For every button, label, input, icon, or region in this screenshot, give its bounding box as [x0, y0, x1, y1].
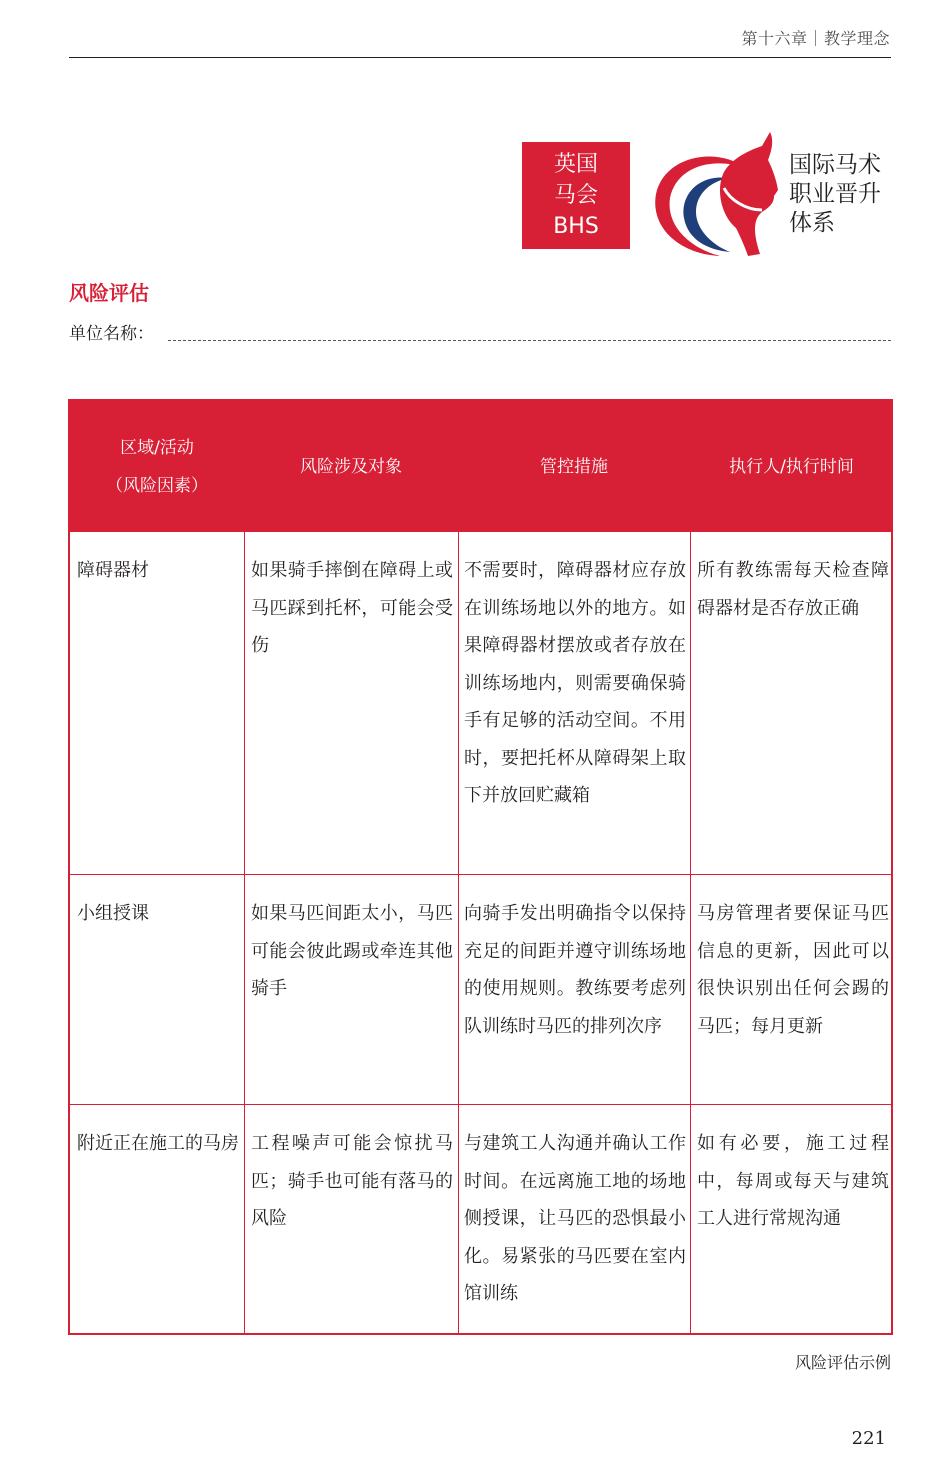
form-title: 风险评估: [69, 281, 149, 305]
bhs-logo-line: 英国: [553, 152, 598, 177]
header-rule: [69, 57, 891, 58]
column-divider: [244, 532, 245, 1333]
table-cell-area: 附近正在施工的马房: [77, 1133, 239, 1154]
bhs-logo-line: 马会: [553, 183, 598, 208]
table-cell-control: 不需要时，障碍器材应存放在训练场地以外的地方。如果障碍器材摆放或者存放在训练场地内，则需要确保骑手有足够的活动空间。不用时，要把托杯从障碍架上取下并放回贮藏箱: [464, 560, 686, 806]
unit-name-label: 单位名称：: [69, 324, 154, 344]
table-cell-executor: 马房管理者要保证马匹信息的更新，因此可以很快识别出任何会踢的马匹；每月更新: [697, 903, 889, 1037]
table-cell-risk: 工程噪声可能会惊扰马匹；骑手也可能有落马的风险: [251, 1133, 453, 1229]
brand-name-line: 国际马术: [789, 152, 881, 178]
table-cell-control: 与建筑工人沟通并确认工作时间。在远离施工地的场地侧授课，让马匹的恐惧最小化。易紧张的马匹要在室内馆训练: [464, 1133, 686, 1304]
bhs-logo-box: [522, 142, 630, 249]
table-cell-area: 障碍器材: [77, 560, 149, 581]
table-cell-executor: 所有教练需每天检查障碍器材是否存放正确: [697, 560, 889, 619]
unit-name-blank-line: [168, 340, 891, 341]
header-control-measures: 管控措施: [540, 456, 608, 477]
risk-assessment-table: [68, 399, 893, 1335]
table-cell-risk: 如果马匹间距太小，马匹可能会彼此踢或牵连其他骑手: [251, 903, 453, 999]
header-area-activity: [70, 401, 244, 532]
header-area-line1: 区域/活动: [120, 437, 194, 458]
header-executor-time: 执行人/执行时间: [729, 456, 854, 477]
header-risk-target: 风险涉及对象: [300, 456, 402, 477]
table-cell-area: 小组授课: [77, 903, 149, 924]
column-divider: [690, 532, 691, 1333]
column-divider: [458, 532, 459, 1333]
figure-caption: 风险评估示例: [794, 1353, 891, 1372]
bhs-logo-line: BHS: [553, 214, 599, 239]
brand-name: [789, 151, 881, 238]
row-divider: [70, 1104, 891, 1105]
horse-head-logo-icon: [650, 128, 780, 260]
table-cell-control: 向骑手发出明确指令以保持充足的间距并遵守训练场地的使用规则。教练要考虑列队训练时马匹的排列次序: [464, 903, 686, 1037]
header-area-line2: （风险因素）: [106, 475, 208, 496]
running-head: 第十六章｜教学理念: [741, 29, 890, 48]
row-divider: [70, 874, 891, 875]
table-header: [70, 401, 891, 532]
table-cell-risk: 如果骑手摔倒在障碍上或马匹踩到托杯，可能会受伤: [251, 560, 453, 656]
unit-name-row: [69, 319, 891, 345]
brand-name-line: 职业晋升: [789, 181, 881, 207]
brand-name-line: 体系: [789, 210, 835, 236]
page-number: 221: [851, 1428, 886, 1449]
table-cell-executor: 如有必要，施工过程中，每周或每天与建筑工人进行常规沟通: [697, 1133, 889, 1229]
